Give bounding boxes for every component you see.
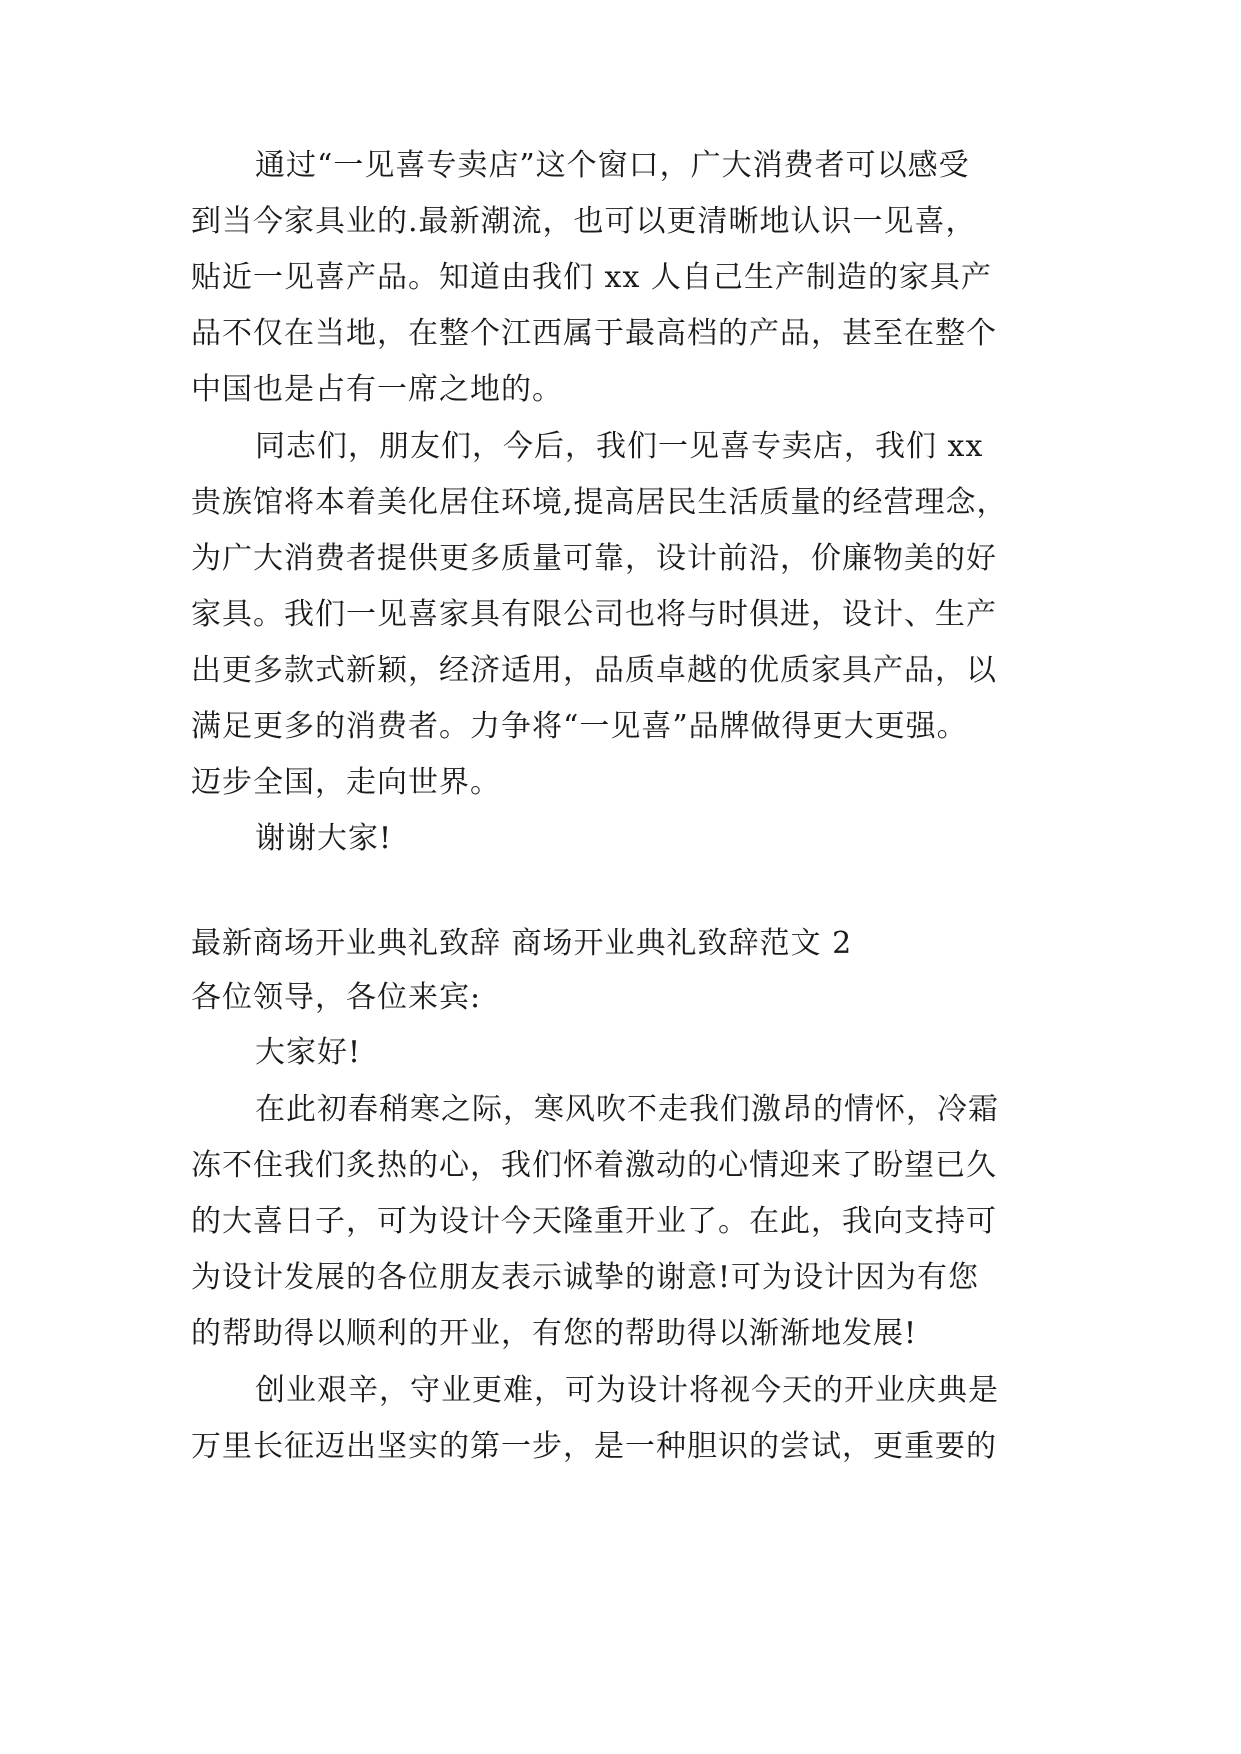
paragraph-line: 通过“一见喜专卖店”这个窗口，广大消费者可以感受 <box>255 148 970 183</box>
paragraph-line: 的大喜日子，可为设计今天隆重开业了。在此，我向支持可 <box>191 1204 997 1239</box>
paragraph-line: 家具。我们一见喜家具有限公司也将与时俱进，设计、生产 <box>191 597 997 632</box>
paragraph-line: 满足更多的消费者。力争将“一见喜”品牌做得更大更强。 <box>191 709 968 744</box>
paragraph-line: 品不仅在当地，在整个江西属于最高档的产品，甚至在整个 <box>191 316 997 351</box>
paragraph-line: 创业艰辛，守业更难，可为设计将视今天的开业庆典是 <box>255 1373 999 1408</box>
paragraph-line: 冻不住我们炙热的心，我们怀着激动的心情迎来了盼望已久 <box>191 1148 997 1183</box>
paragraph-line: 的帮助得以顺利的开业，有您的帮助得以渐渐地发展! <box>191 1316 918 1351</box>
salutation-line: 各位领导，各位来宾: <box>191 980 482 1015</box>
paragraph-line: 为设计发展的各位朋友表示诚挚的谢意!可为设计因为有您 <box>191 1260 980 1295</box>
paragraph-line: 同志们，朋友们，今后，我们一见喜专卖店，我们 xx <box>255 429 984 464</box>
paragraph-line: 贵族馆将本着美化居住环境,提高居民生活质量的经营理念， <box>191 485 1008 520</box>
paragraph-line: 迈步全国，走向世界。 <box>191 765 501 800</box>
paragraph-line: 出更多款式新颖，经济适用，品质卓越的优质家具产品，以 <box>191 653 997 688</box>
paragraph-line: 到当今家具业的.最新潮流，也可以更清晰地认识一见喜， <box>191 204 977 239</box>
closing-line: 谢谢大家! <box>255 821 393 856</box>
paragraph-line: 中国也是占有一席之地的。 <box>191 372 563 407</box>
paragraph-line: 为广大消费者提供更多质量可靠，设计前沿，价廉物美的好 <box>191 541 997 576</box>
paragraph-line: 万里长征迈出坚实的第一步，是一种胆识的尝试，更重要的 <box>191 1429 997 1464</box>
greeting-line: 大家好! <box>255 1035 362 1070</box>
paragraph-line: 贴近一见喜产品。知道由我们 xx 人自己生产制造的家具产 <box>191 260 992 295</box>
paragraph-line: 在此初春稍寒之际，寒风吹不走我们激昂的情怀，冷霜 <box>255 1092 999 1127</box>
section-title: 最新商场开业典礼致辞 商场开业典礼致辞范文 2 <box>191 926 853 961</box>
